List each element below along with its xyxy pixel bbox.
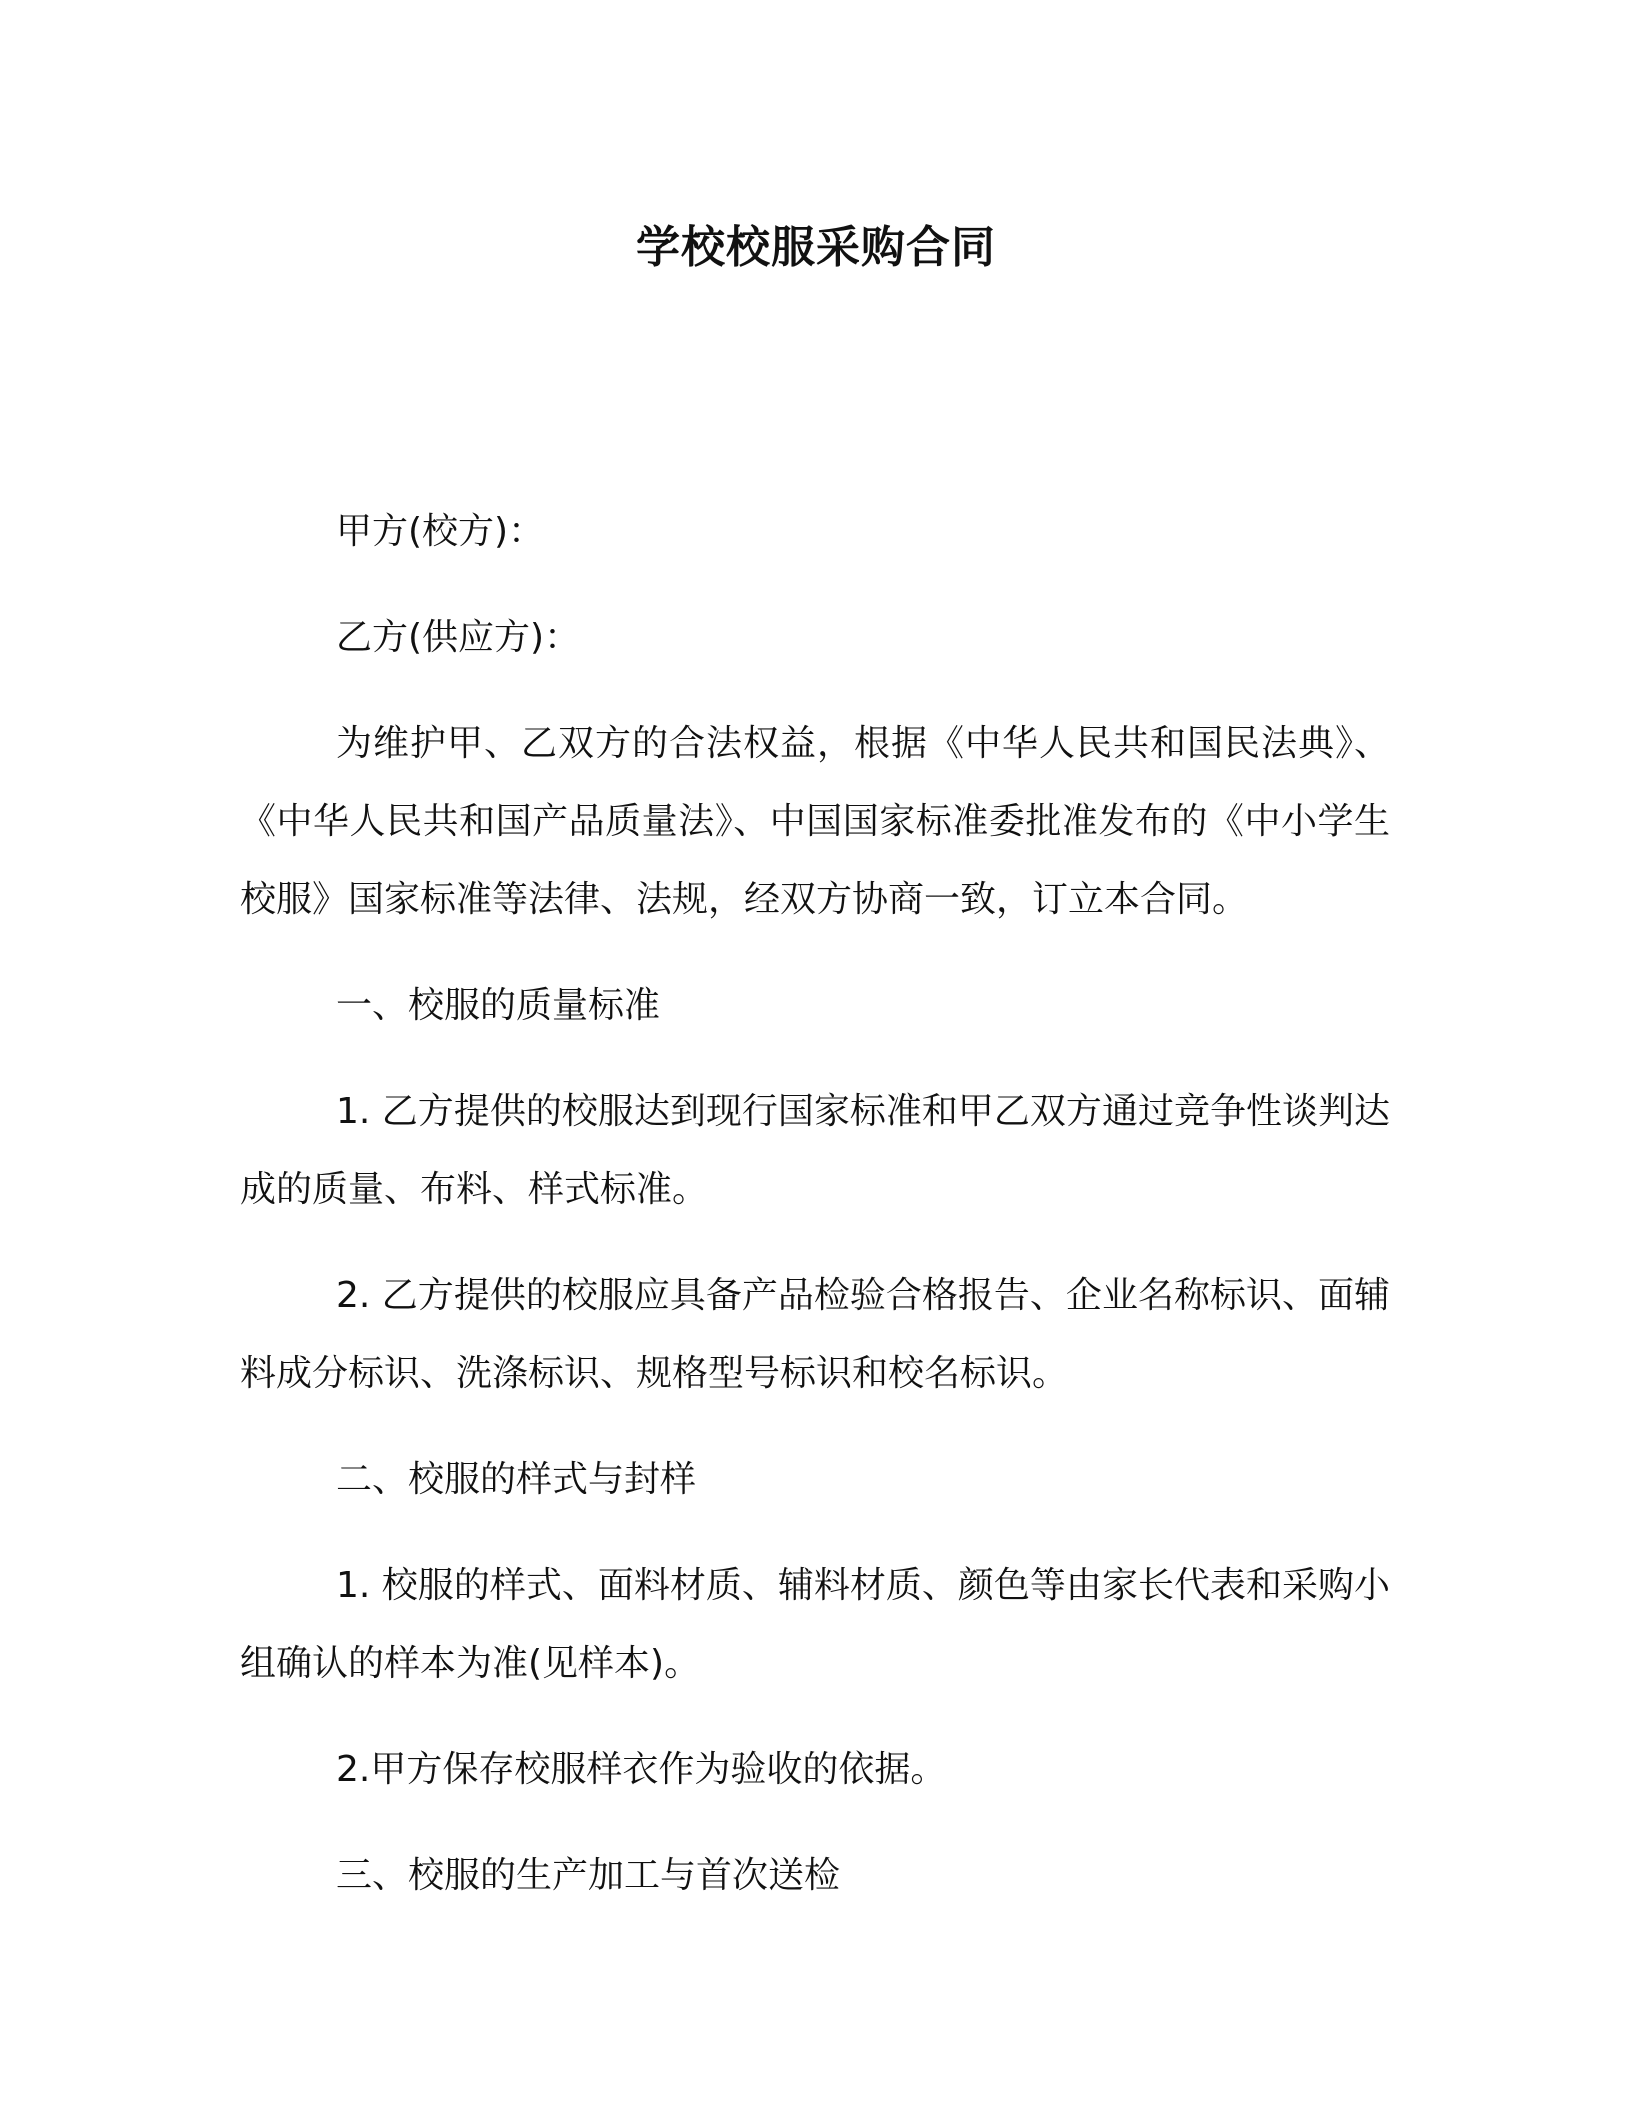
section-1-clause-1: 1. 乙方提供的校服达到现行国家标准和甲乙双方通过竞争性谈判达成的质量、布料、样式标准。 — [240, 1091, 1390, 1210]
document-title: 学校校服采购合同 — [636, 222, 996, 273]
section-2-clause-2: 2.甲方保存校服样衣作为验收的依据。 — [336, 1749, 947, 1790]
party-a-line: 甲方(校方)： — [336, 511, 545, 552]
section-1-clause-2: 2. 乙方提供的校服应具备产品检验合格报告、企业名称标识、面辅料成分标识、洗涤标识、规格型号标识和校名标识。 — [240, 1275, 1390, 1394]
section-3-heading: 三、校服的生产加工与首次送检 — [336, 1855, 841, 1896]
section-2-heading: 二、校服的样式与封样 — [336, 1459, 697, 1500]
party-b-line: 乙方(供应方)： — [336, 617, 581, 658]
section-2-clause-1: 1. 校服的样式、面料材质、辅料材质、颜色等由家长代表和采购小组确认的样本为准(见样本)。 — [240, 1565, 1390, 1684]
document-body — [240, 493, 1390, 1943]
section-1-heading: 一、校服的质量标准 — [336, 985, 661, 1026]
preamble-paragraph: 为维护甲、乙双方的合法权益，根据《中华人民共和国民法典》、《中华人民共和国产品质量法》、中国国家标准委批准发布的《中小学生校服》国家标准等法律、法规，经双方协商一致，订立本合同。 — [240, 723, 1390, 920]
